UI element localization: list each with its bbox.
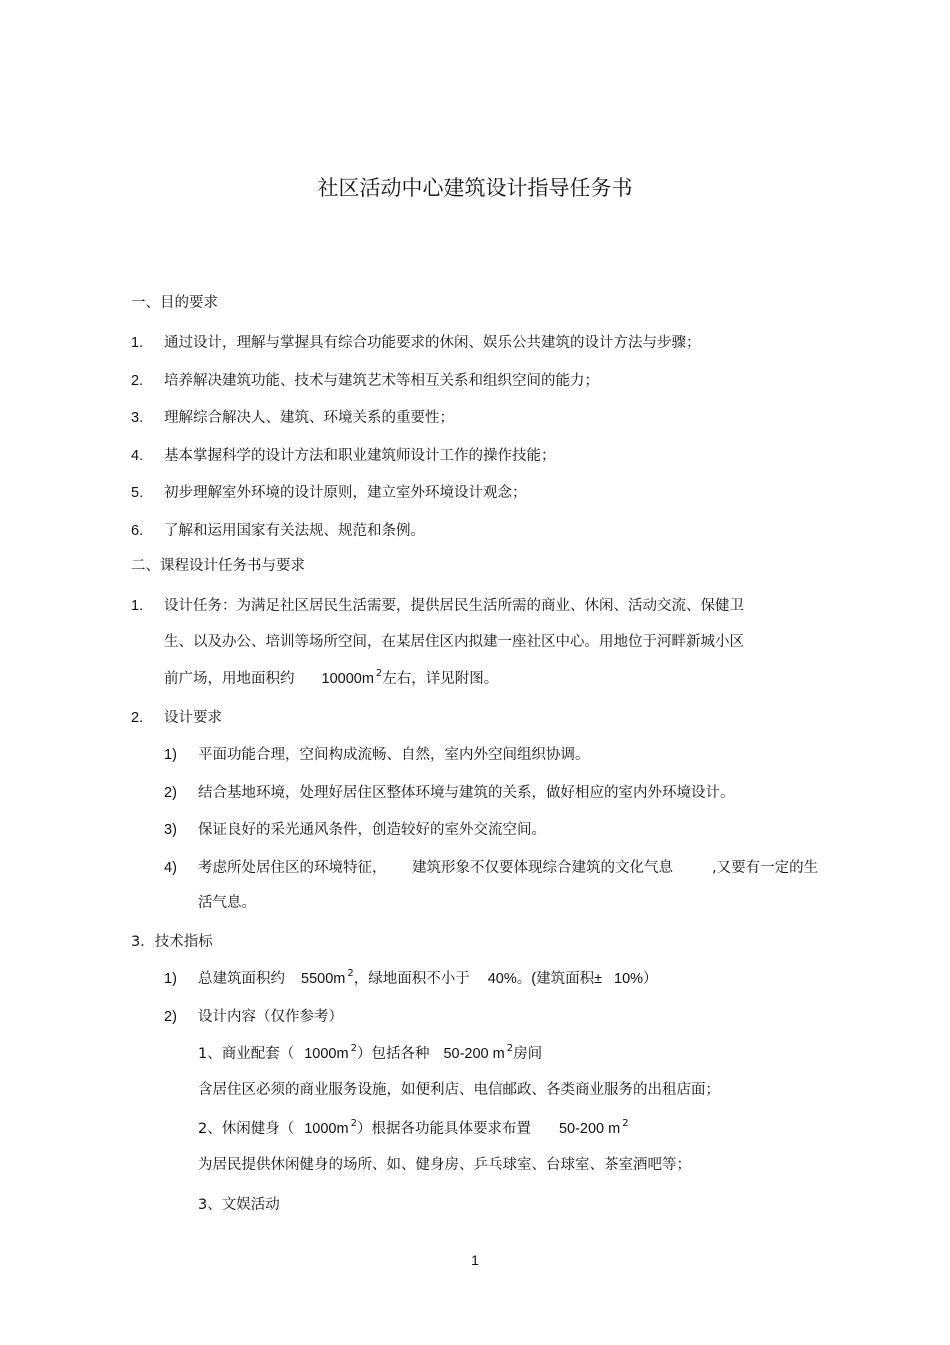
sub-item-text: 平面功能合理，空间构成流畅、自然，室内外空间组织协调。 — [198, 747, 590, 763]
leisure-layout: ）根据各功能具体要求布置 — [356, 1121, 531, 1137]
list-item-text: 理解综合解决人、建筑、环境关系的重要性； — [164, 410, 454, 426]
commerce-description: 含居住区必须的商业服务设施，如便利店、电信邮政、各类商业服务的出租店面； — [198, 1082, 720, 1098]
sub-item-number: 2) — [164, 785, 177, 801]
task-line-3 — [164, 669, 498, 689]
leisure-room-size: 50-200 m — [558, 1121, 621, 1137]
list-item-number: 2. — [131, 373, 144, 389]
superscript-2: 2 — [347, 968, 354, 979]
commerce-includes: ）包括各种 — [356, 1046, 430, 1062]
commerce-label: 1、商业配套（ — [198, 1046, 295, 1062]
list-item-number: 5. — [131, 485, 144, 501]
superscript-2: 2 — [375, 668, 383, 679]
site-area-suffix: 左右，详见附图。 — [382, 671, 499, 687]
sub-item-number: 1) — [164, 747, 177, 763]
superscript-2: 2 — [350, 1043, 357, 1054]
sub-item-text-part-c: ,又要有一定的生 — [712, 860, 819, 876]
superscript-2: 2 — [350, 1118, 357, 1129]
commerce-room-size: 50-200 m — [443, 1046, 505, 1062]
list-item-number: 3. — [131, 410, 144, 426]
superscript-2: 2 — [506, 1043, 514, 1054]
superscript-2: 2 — [622, 1118, 629, 1129]
leisure-description: 为居民提供休闲健身的场所、如、健身房、乒乓球室、台球室、茶室酒吧等； — [198, 1157, 691, 1173]
green-area-label: ，绿地面积不小于 — [353, 971, 470, 987]
list-item-number: 1. — [131, 335, 144, 351]
sub-item-number: 3) — [164, 822, 177, 838]
sub-item-text: 结合基地环境，处理好居住区整体环境与建筑的关系，做好相应的室内外环境设计。 — [198, 785, 735, 801]
requirements-heading: 设计要求 — [164, 710, 222, 726]
sub-item-text: 保证良好的采光通风条件，创造较好的室外交流空间。 — [198, 822, 546, 838]
commerce-area: 1000m — [304, 1046, 349, 1062]
leisure-label: 2、休闲健身（ — [198, 1121, 295, 1137]
sub-item-text-part-a: 考虑所处居住区的环境特征， — [198, 860, 387, 876]
sub-item-number: 4) — [164, 860, 177, 876]
task-line-2: 生、以及办公、培训等场所空间，在某居住区内拟建一座社区中心。用地位于河畔新城小区 — [164, 634, 744, 650]
site-area-label: 前广场，用地面积约 — [164, 671, 295, 687]
list-item-text: 初步理解室外环境的设计原则，建立室外环境设计观念； — [164, 485, 527, 501]
content-leisure — [198, 1119, 629, 1139]
list-item-text: 了解和运用国家有关法规、规范和条例。 — [164, 523, 425, 539]
section-heading-goals: 一、目的要求 — [131, 295, 218, 311]
area-tolerance: 10%） — [614, 971, 658, 987]
content-entertainment: 3、文娱活动 — [198, 1197, 280, 1213]
list-item-text: 通过设计，理解与掌握具有综合功能要求的休闲、娱乐公共建筑的设计方法与步骤； — [164, 335, 701, 351]
design-content-heading: 设计内容（仅作参考） — [198, 1009, 343, 1025]
green-area-value: 40%。(建筑面积± — [487, 971, 603, 987]
list-item-number: 6. — [131, 523, 144, 539]
task-number: 1. — [131, 598, 144, 614]
tech-item-number: 2) — [164, 1009, 177, 1025]
sub-item-text-part-d: 活气息。 — [198, 895, 256, 911]
sub-item-text-part-b: 建筑形象不仅要体现综合建筑的文化气息 — [412, 860, 673, 876]
total-area-value: 5500m — [301, 971, 346, 987]
tech-item-area — [198, 969, 658, 989]
site-area-value: 10000m — [321, 671, 374, 687]
list-item-text: 培养解决建筑功能、技术与建筑艺术等相互关系和组织空间的能力； — [164, 373, 599, 389]
page-title: 社区活动中心建筑设计指导任务书 — [317, 176, 633, 200]
page-number: 1 — [471, 1252, 479, 1268]
task-line-1: 设计任务：为满足社区居民生活需要，提供居民生活所需的商业、休闲、活动交流、保健卫 — [164, 598, 744, 614]
tech-item-number: 1) — [164, 971, 177, 987]
leisure-area: 1000m — [304, 1121, 349, 1137]
total-area-label: 总建筑面积约 — [198, 971, 285, 987]
tech-heading: 3．技术指标 — [131, 934, 213, 950]
section-heading-task: 二、课程设计任务书与要求 — [131, 558, 305, 574]
list-item-number: 4. — [131, 448, 144, 464]
commerce-rooms: 房间 — [513, 1046, 543, 1062]
content-commerce — [198, 1044, 542, 1064]
list-item-text: 基本掌握科学的设计方法和职业建筑师设计工作的操作技能； — [164, 448, 556, 464]
requirements-number: 2. — [131, 710, 144, 726]
